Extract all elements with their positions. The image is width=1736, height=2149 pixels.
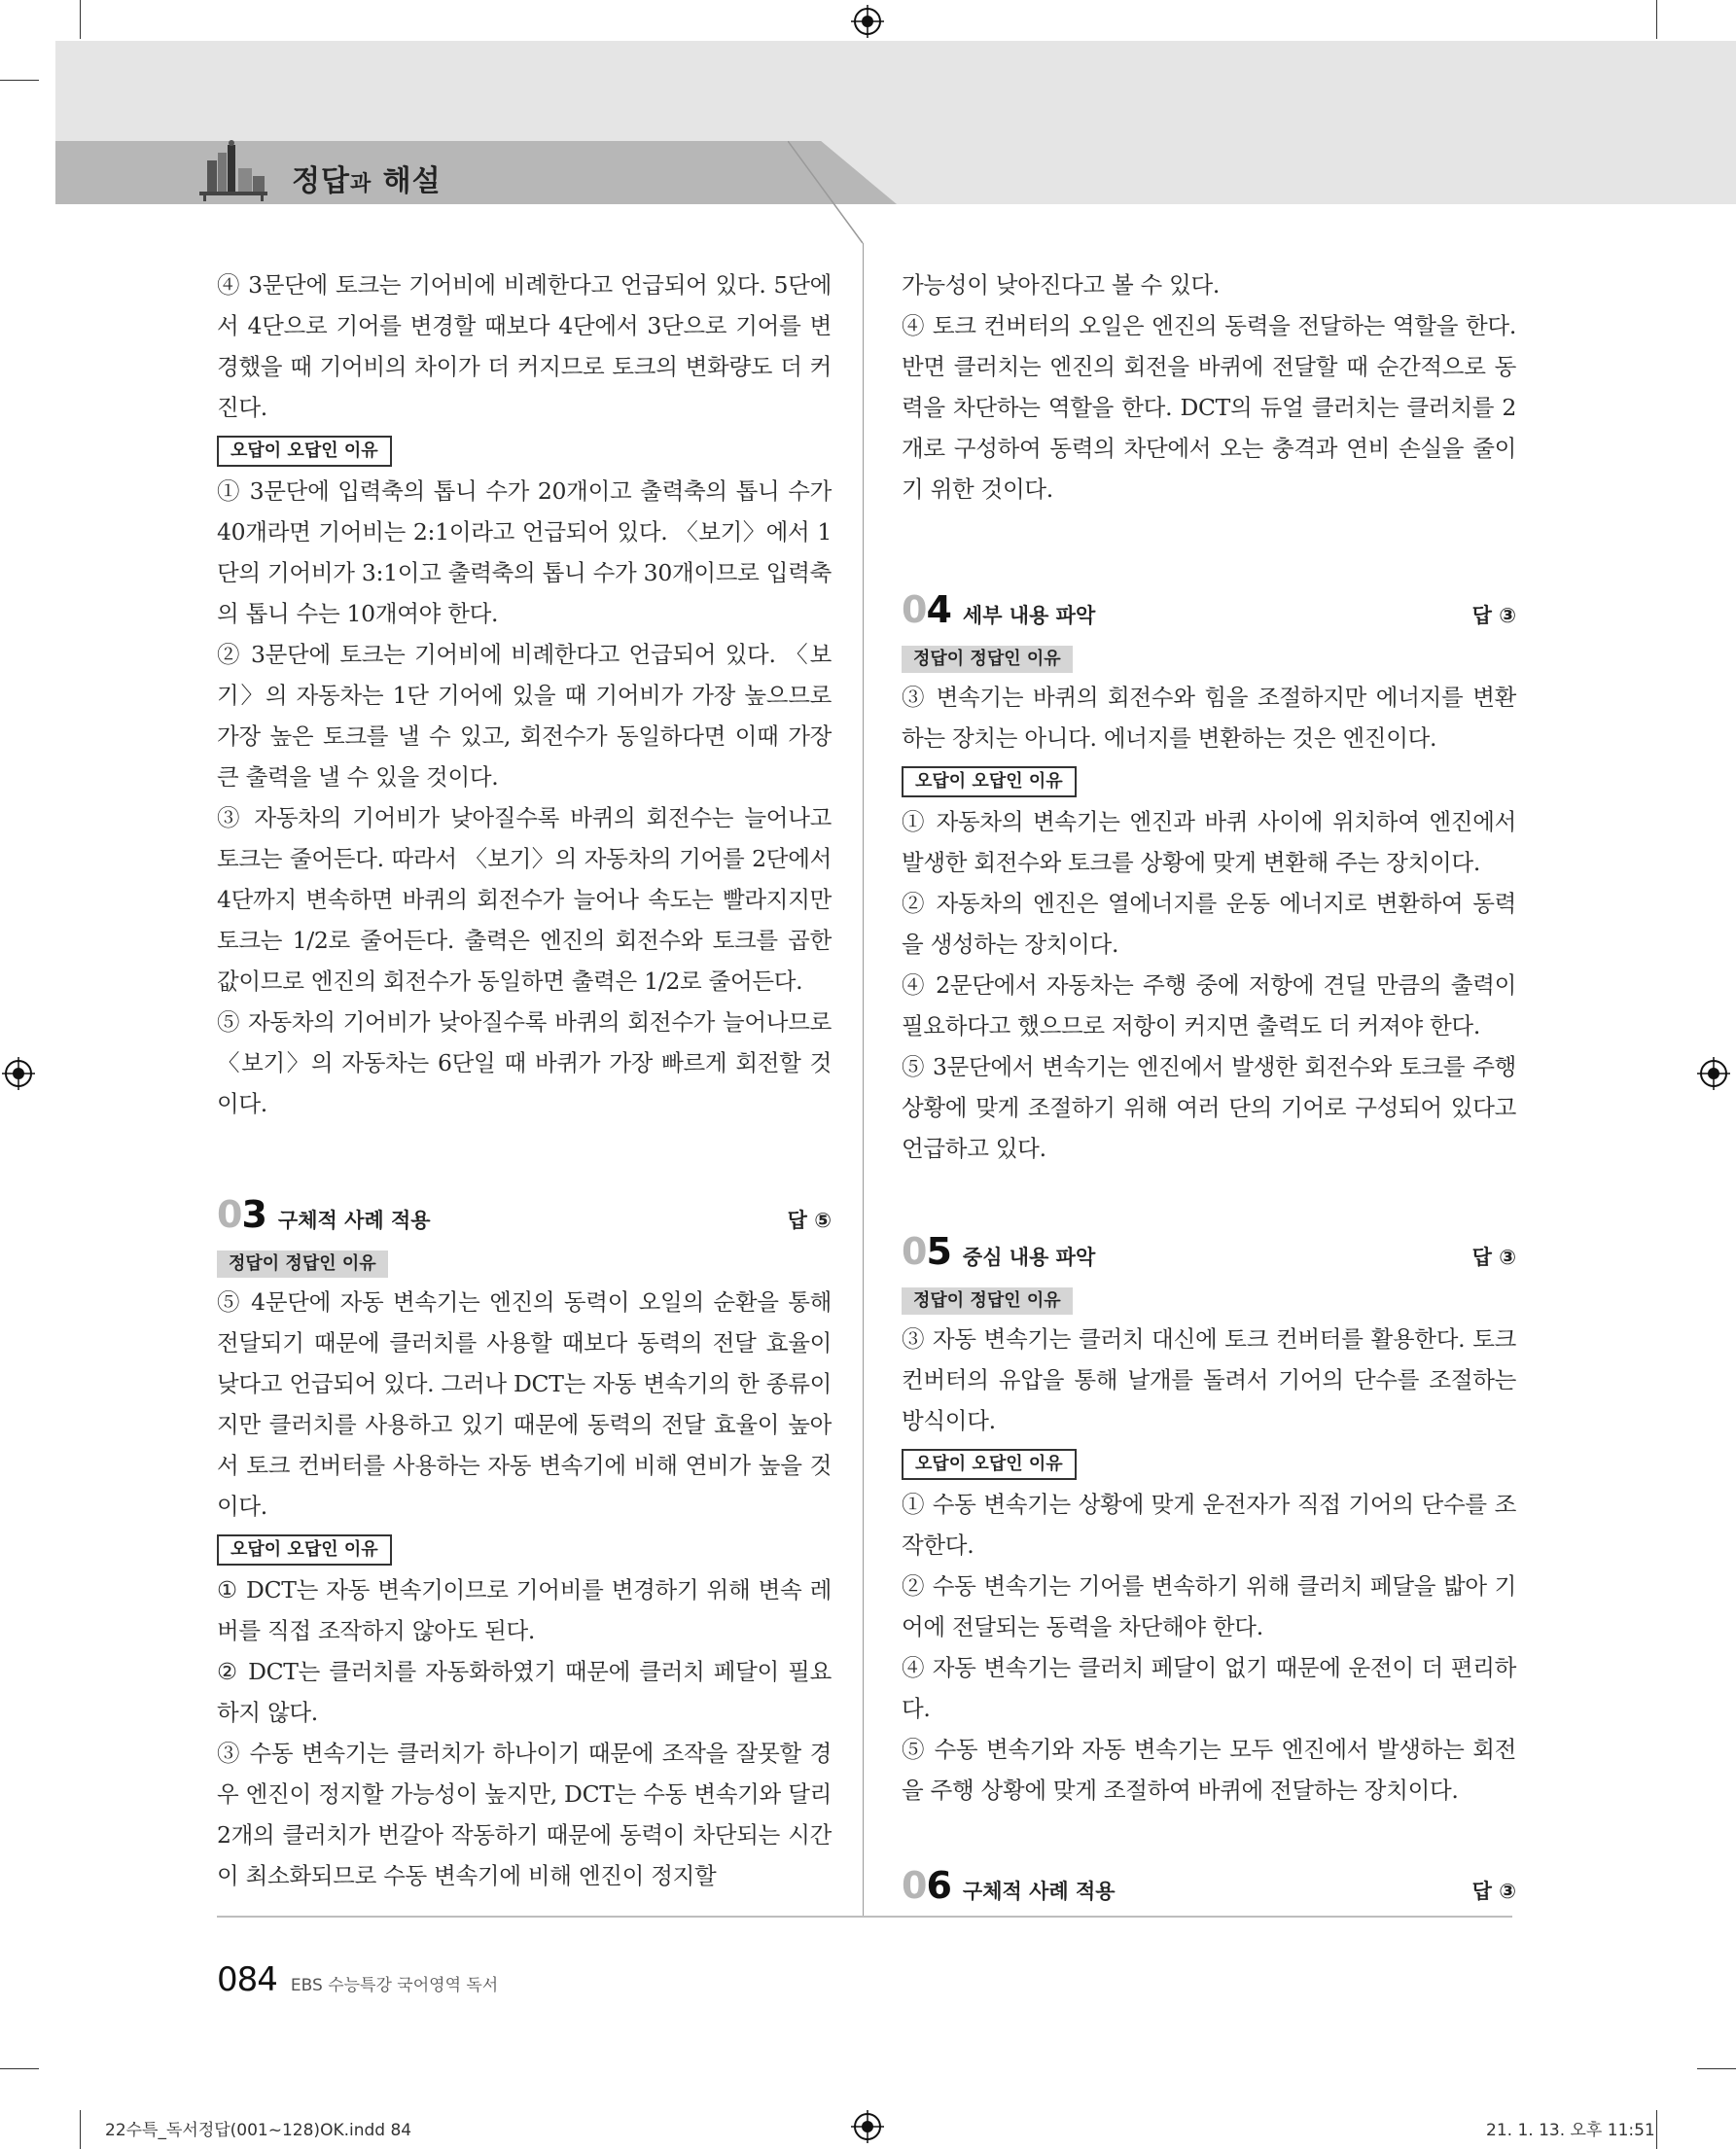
wrong-answer-badge: 오답이 오답인 이유 <box>902 766 1077 797</box>
paragraph: ② DCT는 클러치를 자동화하였기 때문에 클러치 페달이 필요하지 않다. <box>217 1658 832 1726</box>
book-title: EBS 수능특강 국어영역 독서 <box>290 1976 499 1995</box>
paragraph: ③ 수동 변속기는 클러치가 하나이기 때문에 조작을 잘못할 경우 엔진이 정지할 가능성이 높지만, DCT는 수동 변속기와 달리 2개의 클러치가 번갈아 작동하기 때문에 동력이 차단되는 시간이 최소화되므로 수동 변속기에 비해 엔진이 정지할 <box>217 1740 832 1889</box>
paragraph: ⑤ 4문단에 자동 변속기는 엔진의 동력이 오일의 순환을 통해 전달되기 때문에 클러치를 사용할 때보다 동력의 전달 효율이 낮다고 언급되어 있다. 그러나 DCT는 자동 변속기의 한 종류이지만 클러치를 사용하고 있기 때문에 동력의 전달 효율이 높아서 토크 컨버터를 사용하는 자동 변속기에 비해 연비가 높을 것이다. <box>217 1288 832 1520</box>
answer-label: 답 ③ <box>1471 604 1516 627</box>
wrong-answer-badge: 오답이 오답인 이유 <box>217 1534 392 1566</box>
paragraph: ⑤ 수동 변속기와 자동 변속기는 모두 엔진에서 발생하는 회전을 주행 상황에 맞게 조절하여 바퀴에 전달하는 장치이다. <box>902 1736 1516 1804</box>
paragraph: ① 3문단에 입력축의 톱니 수가 20개이고 출력축의 톱니 수가 40개라면 기어비는 2:1이라고 언급되어 있다. 〈보기〉에서 1단의 기어비가 3:1이고 출력축의 톱니 수가 30개이므로 입력축의 톱니 수는 10개여야 한다. <box>217 477 832 627</box>
question-header <box>902 1231 1516 1278</box>
page-footer <box>217 1960 498 1999</box>
slug-date: 21. 1. 13. 오후 11:51 <box>1486 2121 1655 2140</box>
correct-answer-badge: 정답이 정답인 이유 <box>902 1287 1073 1315</box>
paragraph: ④ 토크 컨버터의 오일은 엔진의 동력을 전달하는 역할을 한다. 반면 클러치는 엔진의 회전을 바퀴에 전달할 때 순간적으로 동력을 차단하는 역할을 한다. DCT의 듀얼 클러치는 클러치를 2개로 구성하여 동력의 차단에서 오는 충격과 연비 손실을 줄이기 위한 것이다. <box>902 312 1516 503</box>
slug-filename: 22수특_독서정답(001~128)OK.indd 84 <box>105 2121 412 2140</box>
paragraph: ③ 자동차의 기어비가 낮아질수록 바퀴의 회전수는 늘어나고 토크는 줄어든다. 따라서 〈보기〉의 자동차의 기어를 2단에서 4단까지 변속하면 바퀴의 회전수가 늘어나 속도는 빨라지지만 토크는 1/2로 줄어든다. 출력은 엔진의 회전수와 토크를 곱한 값이므로 엔진의 회전수가 동일하면 출력은 1/2로 줄어든다. <box>217 804 832 995</box>
section-title: 정답과 해설 <box>292 164 442 198</box>
question-number: 03 <box>217 1193 266 1236</box>
answer-label: 답 ⑤ <box>787 1209 832 1232</box>
registration-mark-icon <box>1697 1057 1730 1090</box>
wrong-answer-badge: 오답이 오답인 이유 <box>902 1449 1077 1480</box>
paragraph: 가능성이 낮아진다고 볼 수 있다. <box>902 271 1221 299</box>
question-number: 05 <box>902 1230 951 1273</box>
left-column <box>217 264 832 1896</box>
paragraph: ④ 자동 변속기는 클러치 페달이 없기 때문에 운전이 더 편리하다. <box>902 1654 1516 1722</box>
paragraph: ① DCT는 자동 변속기이므로 기어비를 변경하기 위해 변속 레버를 직접 조작하지 않아도 된다. <box>217 1576 832 1644</box>
paragraph: ② 수동 변속기는 기어를 변속하기 위해 클러치 페달을 밟아 기어에 전달되는 동력을 차단해야 한다. <box>902 1572 1516 1640</box>
wrong-answer-badge: 오답이 오답인 이유 <box>217 436 392 467</box>
question-header <box>217 1194 832 1241</box>
question-title: 구체적 사례 적용 <box>962 1880 1116 1903</box>
paragraph: ② 자동차의 엔진은 열에너지를 운동 에너지로 변환하여 동력을 생성하는 장치이다. <box>902 890 1516 958</box>
paragraph: ④ 3문단에 토크는 기어비에 비례한다고 언급되어 있다. 5단에서 4단으로 기어를 변경할 때보다 4단에서 3단으로 기어를 변경했을 때 기어비의 차이가 더 커지므로 토크의 변화량도 더 커진다. <box>217 271 832 421</box>
paragraph: ④ 2문단에서 자동차는 주행 중에 저항에 견딜 만큼의 출력이 필요하다고 했으므로 저항이 커지면 출력도 더 커져야 한다. <box>902 971 1516 1039</box>
header-divider <box>788 141 866 248</box>
paragraph: ⑤ 3문단에서 변속기는 엔진에서 발생한 회전수와 토크를 주행 상황에 맞게 조절하기 위해 여러 단의 기어로 구성되어 있다고 언급하고 있다. <box>902 1053 1516 1162</box>
question-title: 중심 내용 파악 <box>962 1246 1096 1269</box>
question-title: 구체적 사례 적용 <box>277 1209 431 1232</box>
crop-mark <box>1697 2068 1736 2069</box>
registration-mark-icon <box>2 1057 35 1090</box>
question-header <box>902 589 1516 636</box>
paragraph: ③ 변속기는 바퀴의 회전수와 힘을 조절하지만 에너지를 변환하는 장치는 아니다. 에너지를 변환하는 것은 엔진이다. <box>902 684 1516 752</box>
crop-mark <box>80 2110 81 2149</box>
crop-mark <box>0 2068 39 2069</box>
column-divider <box>863 243 864 1916</box>
registration-mark-icon <box>851 2110 884 2143</box>
answer-label: 답 ③ <box>1471 1880 1516 1903</box>
answer-label: 답 ③ <box>1471 1246 1516 1269</box>
question-number: 06 <box>902 1864 951 1907</box>
page-number: 084 <box>217 1960 277 1999</box>
paragraph: ③ 자동 변속기는 클러치 대신에 토크 컨버터를 활용한다. 토크 컨버터의 유압을 통해 날개를 돌려서 기어의 단수를 조절하는 방식이다. <box>902 1325 1516 1434</box>
crop-mark <box>1656 0 1657 39</box>
correct-answer-badge: 정답이 정답인 이유 <box>217 1251 388 1278</box>
header-tab <box>55 141 897 204</box>
question-number: 04 <box>902 588 951 631</box>
crop-mark <box>80 0 81 39</box>
registration-mark-icon <box>851 5 884 38</box>
right-column <box>902 264 1516 1912</box>
desk-books-icon <box>199 139 267 201</box>
paragraph: ① 자동차의 변속기는 엔진과 바퀴 사이에 위치하여 엔진에서 발생한 회전수와 토크를 상황에 맞게 변환해 주는 장치이다. <box>902 808 1516 876</box>
correct-answer-badge: 정답이 정답인 이유 <box>902 646 1073 673</box>
paragraph: ① 수동 변속기는 상황에 맞게 운전자가 직접 기어의 단수를 조작한다. <box>902 1491 1516 1559</box>
footer-rule <box>217 1916 1512 1918</box>
crop-mark <box>0 80 39 81</box>
question-header <box>902 1865 1516 1912</box>
paragraph: ⑤ 자동차의 기어비가 낮아질수록 바퀴의 회전수가 늘어나므로 〈보기〉의 자동차는 6단일 때 바퀴가 가장 빠르게 회전할 것이다. <box>217 1008 832 1117</box>
paragraph: ② 3문단에 토크는 기어비에 비례한다고 언급되어 있다. 〈보기〉의 자동차는 1단 기어에 있을 때 기어비가 가장 높으므로 가장 높은 토크를 낼 수 있고, 회전수가 동일하다면 이때 가장 큰 출력을 낼 수 있을 것이다. <box>217 641 832 791</box>
question-title: 세부 내용 파악 <box>962 604 1096 627</box>
crop-mark <box>1656 2110 1657 2149</box>
